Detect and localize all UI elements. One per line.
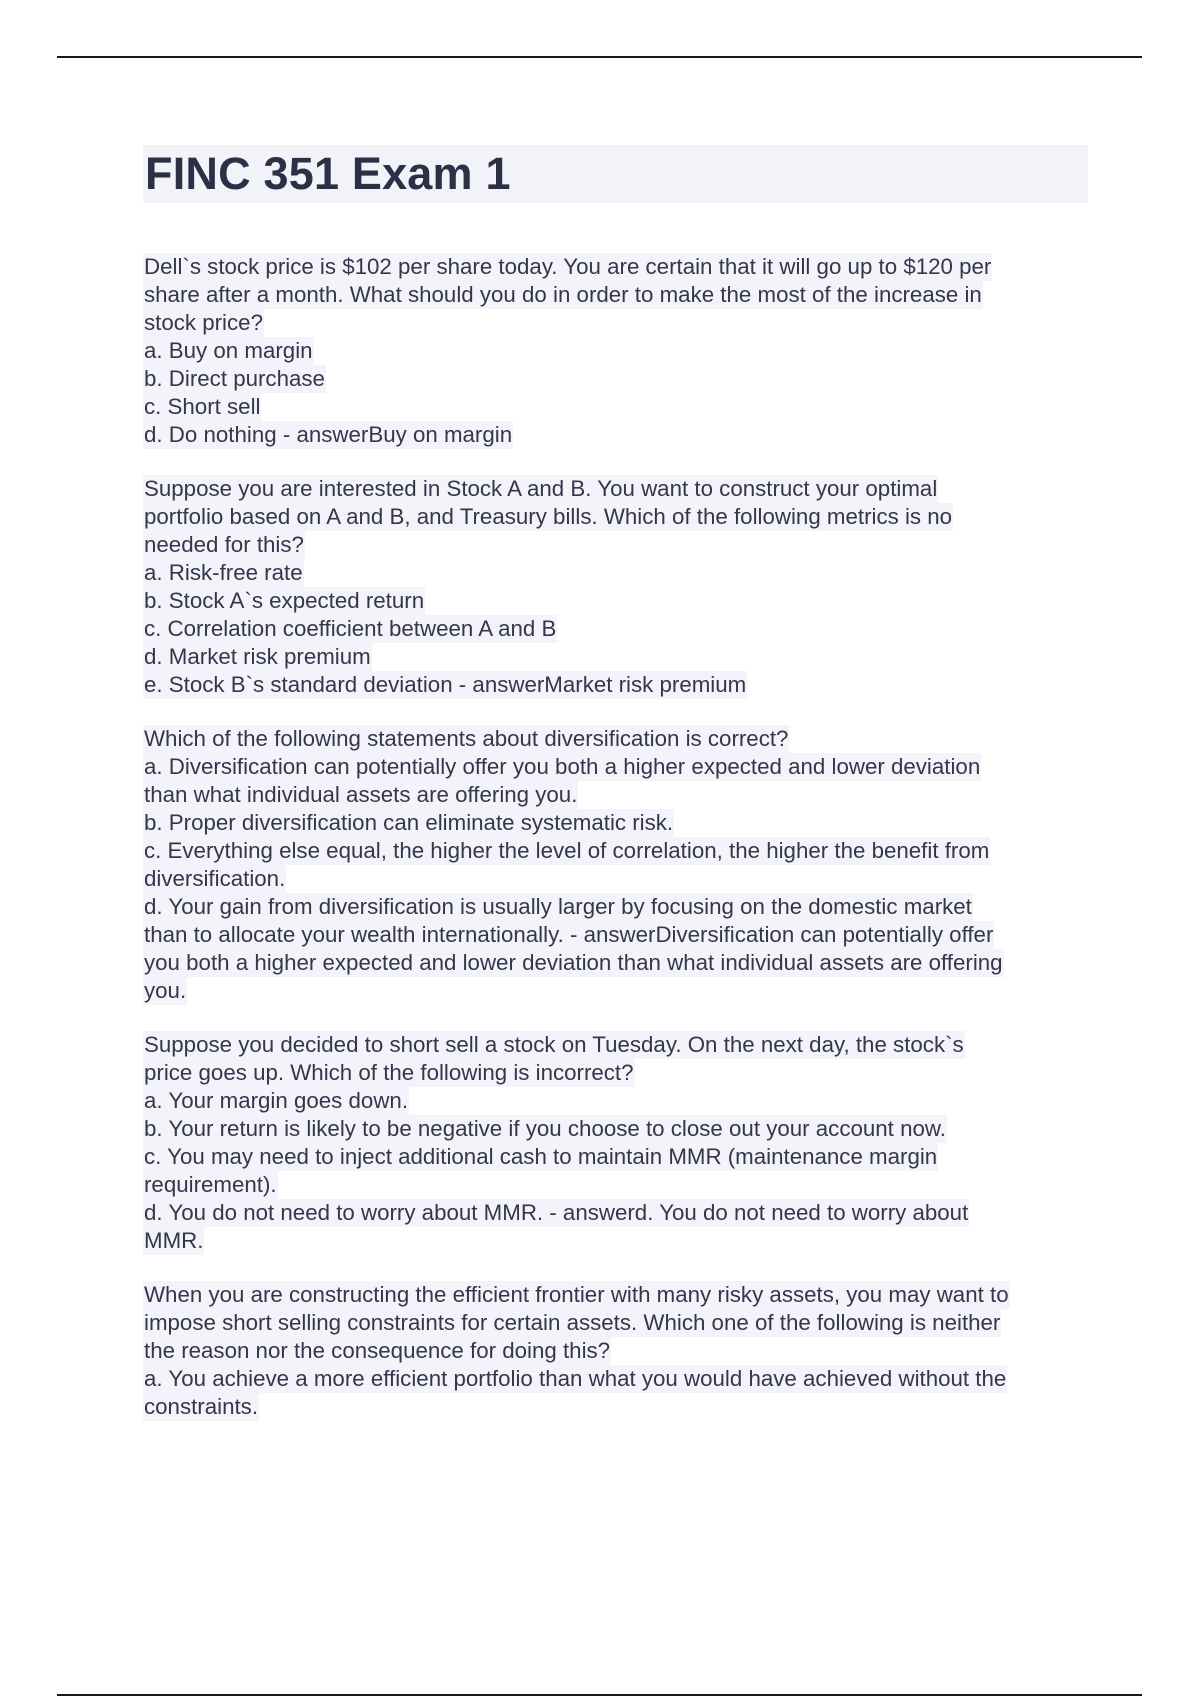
question-list: [143, 253, 1088, 1421]
answer-option: b. Direct purchase: [144, 366, 325, 391]
answer-option: MMR.: [144, 1228, 204, 1253]
question-stem-line: share after a month. What should you do in order to make the most of the increase in: [144, 282, 982, 307]
question-stem-line: Which of the following statements about diversification is correct?: [144, 726, 789, 751]
answer-option: a. Your margin goes down.: [144, 1088, 409, 1113]
answer-option: you both a higher expected and lower deviation than what individual assets are offering: [144, 950, 1003, 975]
question-stem-line: price goes up. Which of the following is incorrect?: [144, 1060, 634, 1085]
document-body: [143, 145, 1088, 1447]
answer-option: than to allocate your wealth internationally. - answerDiversification can potentially offer: [144, 922, 994, 947]
question-block: [143, 1281, 1088, 1421]
answer-option: c. You may need to inject additional cash to maintain MMR (maintenance margin: [144, 1144, 938, 1169]
answer-option: requirement).: [144, 1172, 277, 1197]
answer-option: d. You do not need to worry about MMR. - answerd. You do not need to worry about: [144, 1200, 969, 1225]
answer-option: a. You achieve a more efficient portfolio than what you would have achieved without the: [144, 1366, 1007, 1391]
answer-option: c. Everything else equal, the higher the level of correlation, the higher the benefit from: [144, 838, 990, 863]
answer-option: a. Buy on margin: [144, 338, 313, 363]
answer-option: c. Short sell: [144, 394, 261, 419]
answer-option: you.: [144, 978, 187, 1003]
answer-option: a. Diversification can potentially offer you both a higher expected and lower deviation: [144, 754, 981, 779]
question-block: [143, 725, 1088, 1005]
question-block: [143, 1031, 1088, 1255]
page-title: FINC 351 Exam 1: [145, 148, 511, 199]
answer-option: a. Risk-free rate: [144, 560, 303, 585]
answer-option: d. Your gain from diversification is usually larger by focusing on the domestic market: [144, 894, 972, 919]
question-stem-line: portfolio based on A and B, and Treasury bills. Which of the following metrics is no: [144, 504, 953, 529]
bottom-rule: [57, 1694, 1142, 1696]
answer-option: constraints.: [144, 1394, 259, 1419]
top-rule: [57, 56, 1142, 58]
question-stem-line: needed for this?: [144, 532, 304, 557]
question-stem-line: stock price?: [144, 310, 263, 335]
answer-option: b. Stock A`s expected return: [144, 588, 425, 613]
question-block: [143, 253, 1088, 449]
question-stem-line: the reason nor the consequence for doing this?: [144, 1338, 611, 1363]
question-block: [143, 475, 1088, 699]
question-stem-line: Suppose you are interested in Stock A and B. You want to construct your optimal: [144, 476, 938, 501]
title-banner: [143, 145, 1088, 203]
question-stem-line: When you are constructing the efficient frontier with many risky assets, you may want to: [144, 1282, 1009, 1307]
answer-option: b. Your return is likely to be negative if you choose to close out your account now.: [144, 1116, 946, 1141]
answer-option: diversification.: [144, 866, 286, 891]
question-stem-line: Dell`s stock price is $102 per share today. You are certain that it will go up to $120 per: [144, 254, 992, 279]
answer-option: b. Proper diversification can eliminate systematic risk.: [144, 810, 674, 835]
answer-option: d. Market risk premium: [144, 644, 371, 669]
question-stem-line: impose short selling constraints for certain assets. Which one of the following is neither: [144, 1310, 1001, 1335]
answer-option: than what individual assets are offering you.: [144, 782, 578, 807]
answer-option: e. Stock B`s standard deviation - answerMarket risk premium: [144, 672, 747, 697]
question-stem-line: Suppose you decided to short sell a stock on Tuesday. On the next day, the stock`s: [144, 1032, 964, 1057]
answer-option: c. Correlation coefficient between A and B: [144, 616, 557, 641]
answer-option: d. Do nothing - answerBuy on margin: [144, 422, 513, 447]
